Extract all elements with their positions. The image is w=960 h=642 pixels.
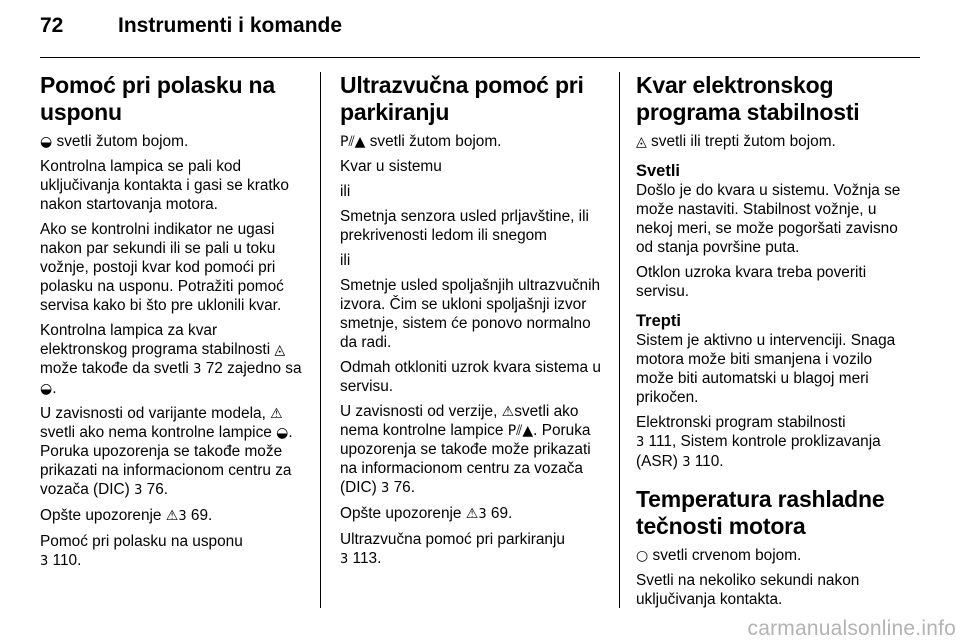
column-divider	[619, 72, 620, 608]
paragraph: Sistem je aktivno u intervenciji. Snaga motora može biti smanjena i vozilo može biti automatski u blagoj meri prikočen.	[636, 332, 896, 406]
page-ref-arrow-icon: 3	[682, 455, 691, 470]
hill-assist-icon: ◒	[40, 381, 53, 397]
section-title-coolant-temperature: Temperatura rashladne tečnosti motora	[636, 486, 885, 539]
column-esp-fault	[636, 72, 908, 615]
paragraph: ili	[340, 183, 351, 200]
paragraph: ◒ svetli žutom bojom.	[40, 133, 189, 150]
hill-assist-icon: ◒	[40, 134, 53, 150]
paragraph: Kontrolna lampica se pali kod uključivanja kontakta i gasi se kratko nakon startovanja motora.	[40, 158, 289, 213]
subheading-flashing: Trepti	[636, 312, 681, 330]
paragraph: Došlo je do kvara u sistemu. Vožnja se može nastaviti. Stabilnost vožnje, u nekoj meri, se može pogoršati zavisno od stanja površine puta.	[636, 182, 901, 256]
paragraph: ○ svetli crvenom bojom.	[636, 547, 802, 564]
paragraph: U zavisnosti od verzije, ⚠svetli ako nema kontrolne lampice P⫽▲. Poruka upozorenja se takođe može prikazati na informacionom centru za vozača (DIC) 3 76.	[340, 403, 591, 496]
paragraph: Kvar u sistemu	[340, 158, 442, 175]
parking-assist-icon: P⫽▲	[340, 134, 366, 150]
column-hill-start-assist	[40, 72, 308, 577]
paragraph: Smetnja senzora usled prljavštine, ili prekrivenosti ledom ili snegom	[340, 208, 589, 244]
section-title-parking-assist: Ultrazvučna pomoć pri parkiranju	[340, 72, 584, 125]
paragraph: Smetnje usled spoljašnjih ultrazvučnih izvora. Čim se ukloni spoljašnji izvor smetnje, sistem će ponovo normalno da radi.	[340, 277, 601, 351]
paragraph: Odmah otkloniti uzrok kvara sistema u servisu.	[340, 359, 601, 395]
section-title-hill-start-assist: Pomoć pri polasku na usponu	[40, 72, 275, 125]
hill-assist-icon: ◒	[276, 425, 289, 441]
warning-icon: ⚠	[465, 506, 479, 522]
parking-assist-icon: P⫽▲	[507, 423, 534, 439]
page-number: 72	[40, 14, 64, 37]
page-ref-arrow-icon: 3	[134, 483, 143, 498]
paragraph: Ultrazvučna pomoć pri parkiranju 3 113.	[340, 531, 565, 567]
subheading-on: Svetli	[636, 162, 681, 180]
column-divider	[320, 72, 321, 608]
warning-icon: ⚠	[165, 508, 179, 524]
paragraph: Otklon uzroka kvara treba poveriti servisu.	[636, 264, 867, 300]
paragraph: Pomoć pri polasku na usponu 3 110.	[40, 533, 243, 569]
coolant-temperature-icon: ○	[636, 548, 649, 564]
page-ref-arrow-icon: 3	[381, 481, 390, 496]
chapter-title: Instrumenti i komande	[118, 14, 343, 37]
paragraph: ili	[340, 252, 351, 269]
paragraph: U zavisnosti od varijante modela, ⚠ svetli ako nema kontrolne lampice ◒. Poruka upozorenja se takođe može prikazati na informacionom centru za vozača (DIC) 3 76.	[40, 405, 293, 498]
paragraph: Ako se kontrolni indikator ne ugasi nakon par sekundi ili se pali u toku vožnje, postoji kvar kod pomoći pri polasku na usponu. Potražiti pomoć servisa kako bi što pre uklonili kvar.	[40, 221, 284, 314]
paragraph: Elektronski program stabilnosti 3 111, Sistem kontrole proklizavanja (ASR) 3 110.	[636, 414, 881, 470]
paragraph: Kontrolna lampica za kvar elektronskog programa stabilnosti ◬ može takođe da svetli 3 72 zajedno sa ◒.	[40, 322, 302, 397]
page-ref-arrow-icon: 3	[636, 435, 645, 450]
page-ref-arrow-icon: 3	[178, 509, 187, 524]
page-ref-arrow-icon: 3	[478, 507, 487, 522]
paragraph: Opšte upozorenje ⚠3 69.	[340, 505, 513, 522]
paragraph: P⫽▲ svetli žutom bojom.	[340, 133, 502, 150]
page-ref-arrow-icon: 3	[193, 362, 202, 377]
section-title-esp-fault: Kvar elektronskog programa stabilnosti	[636, 72, 860, 125]
esp-icon: ◬	[636, 134, 647, 150]
paragraph: ◬ svetli ili trepti žutom bojom.	[636, 133, 836, 150]
column-parking-assist	[340, 72, 608, 575]
paragraph: Svetli na nekoliko sekundi nakon uključivanja kontakta.	[636, 572, 860, 608]
warning-icon: ⚠	[501, 404, 515, 420]
page-ref-arrow-icon: 3	[340, 552, 349, 567]
watermark: carmanualsonline.info	[747, 617, 956, 640]
page-ref-arrow-icon: 3	[40, 554, 49, 569]
header-rule	[40, 57, 920, 58]
paragraph: Opšte upozorenje ⚠3 69.	[40, 507, 213, 524]
warning-icon: ⚠	[270, 406, 283, 422]
esp-icon: ◬	[274, 342, 286, 358]
